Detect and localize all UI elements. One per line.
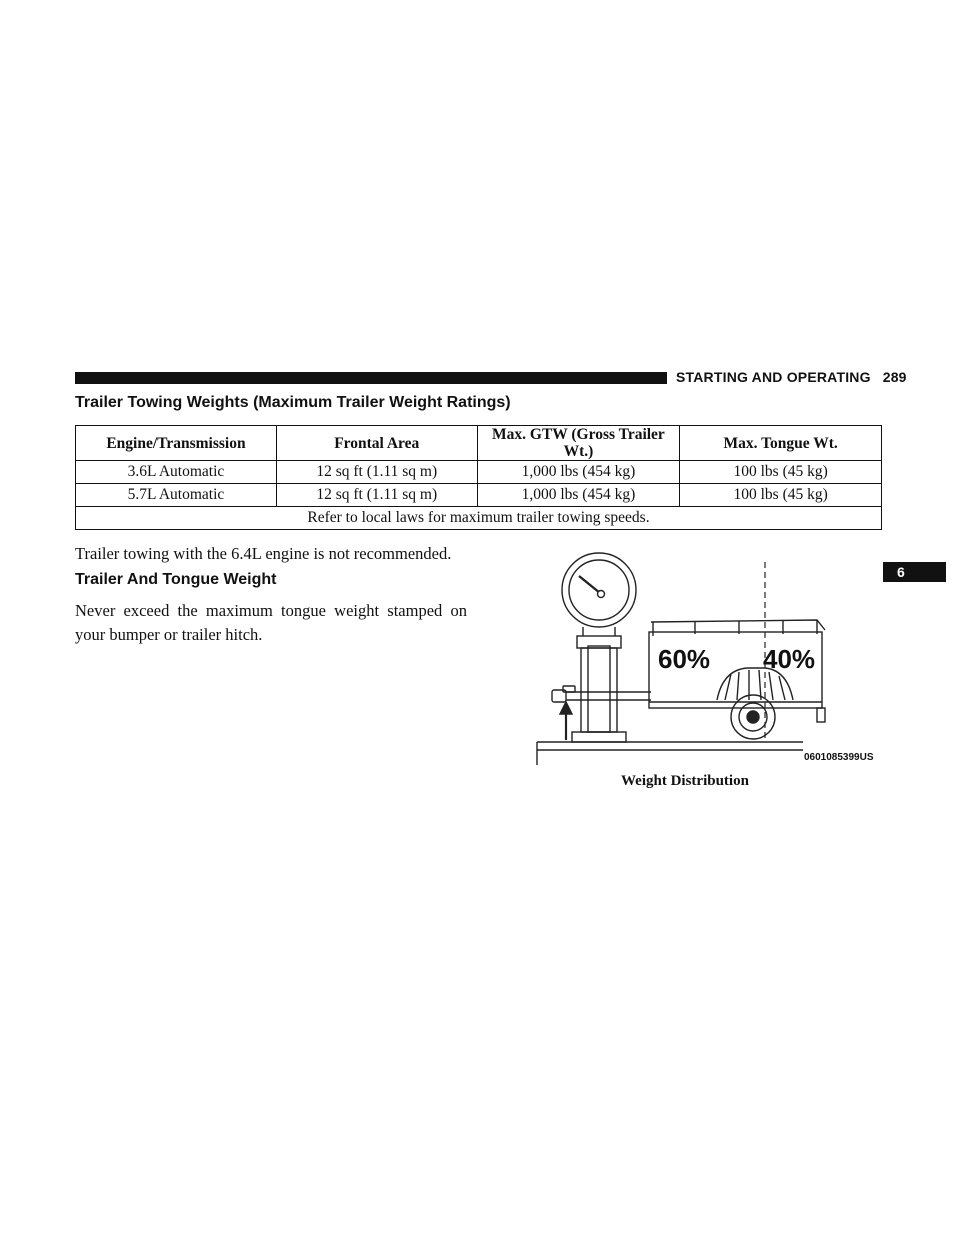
subsection-title: Trailer And Tongue Weight	[75, 571, 277, 588]
towing-weights-table	[75, 425, 882, 530]
table-cell: 12 sq ft (1.11 sq m)	[276, 484, 477, 507]
table-row	[76, 484, 882, 507]
col-header-engine: Engine/Transmission	[76, 426, 277, 461]
table-cell: 3.6L Automatic	[76, 461, 277, 484]
table-footnote: Refer to local laws for maximum trailer towing speeds.	[76, 507, 882, 530]
scale-gauge-icon	[562, 553, 636, 627]
header-section-name: STARTING AND OPERATING	[676, 369, 871, 385]
running-header	[676, 369, 907, 385]
figure-caption: Weight Distribution	[621, 773, 749, 789]
weight-distribution-illustration	[533, 550, 888, 768]
col-header-max-tongue: Max. Tongue Wt.	[680, 426, 882, 461]
front-weight-percent: 60%	[658, 644, 711, 674]
paragraph-tongue-weight: Never exceed the maximum tongue weight stamped on your bumper or trailer hitch.	[75, 601, 467, 644]
table-cell: 12 sq ft (1.11 sq m)	[276, 461, 477, 484]
section-title: Trailer Towing Weights (Maximum Trailer Weight Ratings)	[75, 394, 511, 411]
figure-code: 0601085399US	[804, 752, 874, 763]
table-cell: 5.7L Automatic	[76, 484, 277, 507]
paragraph-not-recommended: Trailer towing with the 6.4L engine is not recommended.	[75, 544, 452, 563]
chapter-tab	[883, 562, 946, 582]
col-header-max-gtw: Max. GTW (Gross Trailer Wt.)	[477, 426, 680, 461]
table-cell: 100 lbs (45 kg)	[680, 461, 882, 484]
table-header-row	[76, 426, 882, 461]
chapter-number: 6	[897, 564, 905, 580]
header-rule	[75, 372, 667, 384]
col-header-frontal-area: Frontal Area	[276, 426, 477, 461]
page-number: 289	[882, 369, 907, 385]
table-cell: 1,000 lbs (454 kg)	[477, 484, 680, 507]
table-footnote-row	[76, 507, 882, 530]
table-cell: 1,000 lbs (454 kg)	[477, 461, 680, 484]
rear-weight-percent: 40%	[763, 644, 816, 674]
table-cell: 100 lbs (45 kg)	[680, 484, 882, 507]
table-row	[76, 461, 882, 484]
